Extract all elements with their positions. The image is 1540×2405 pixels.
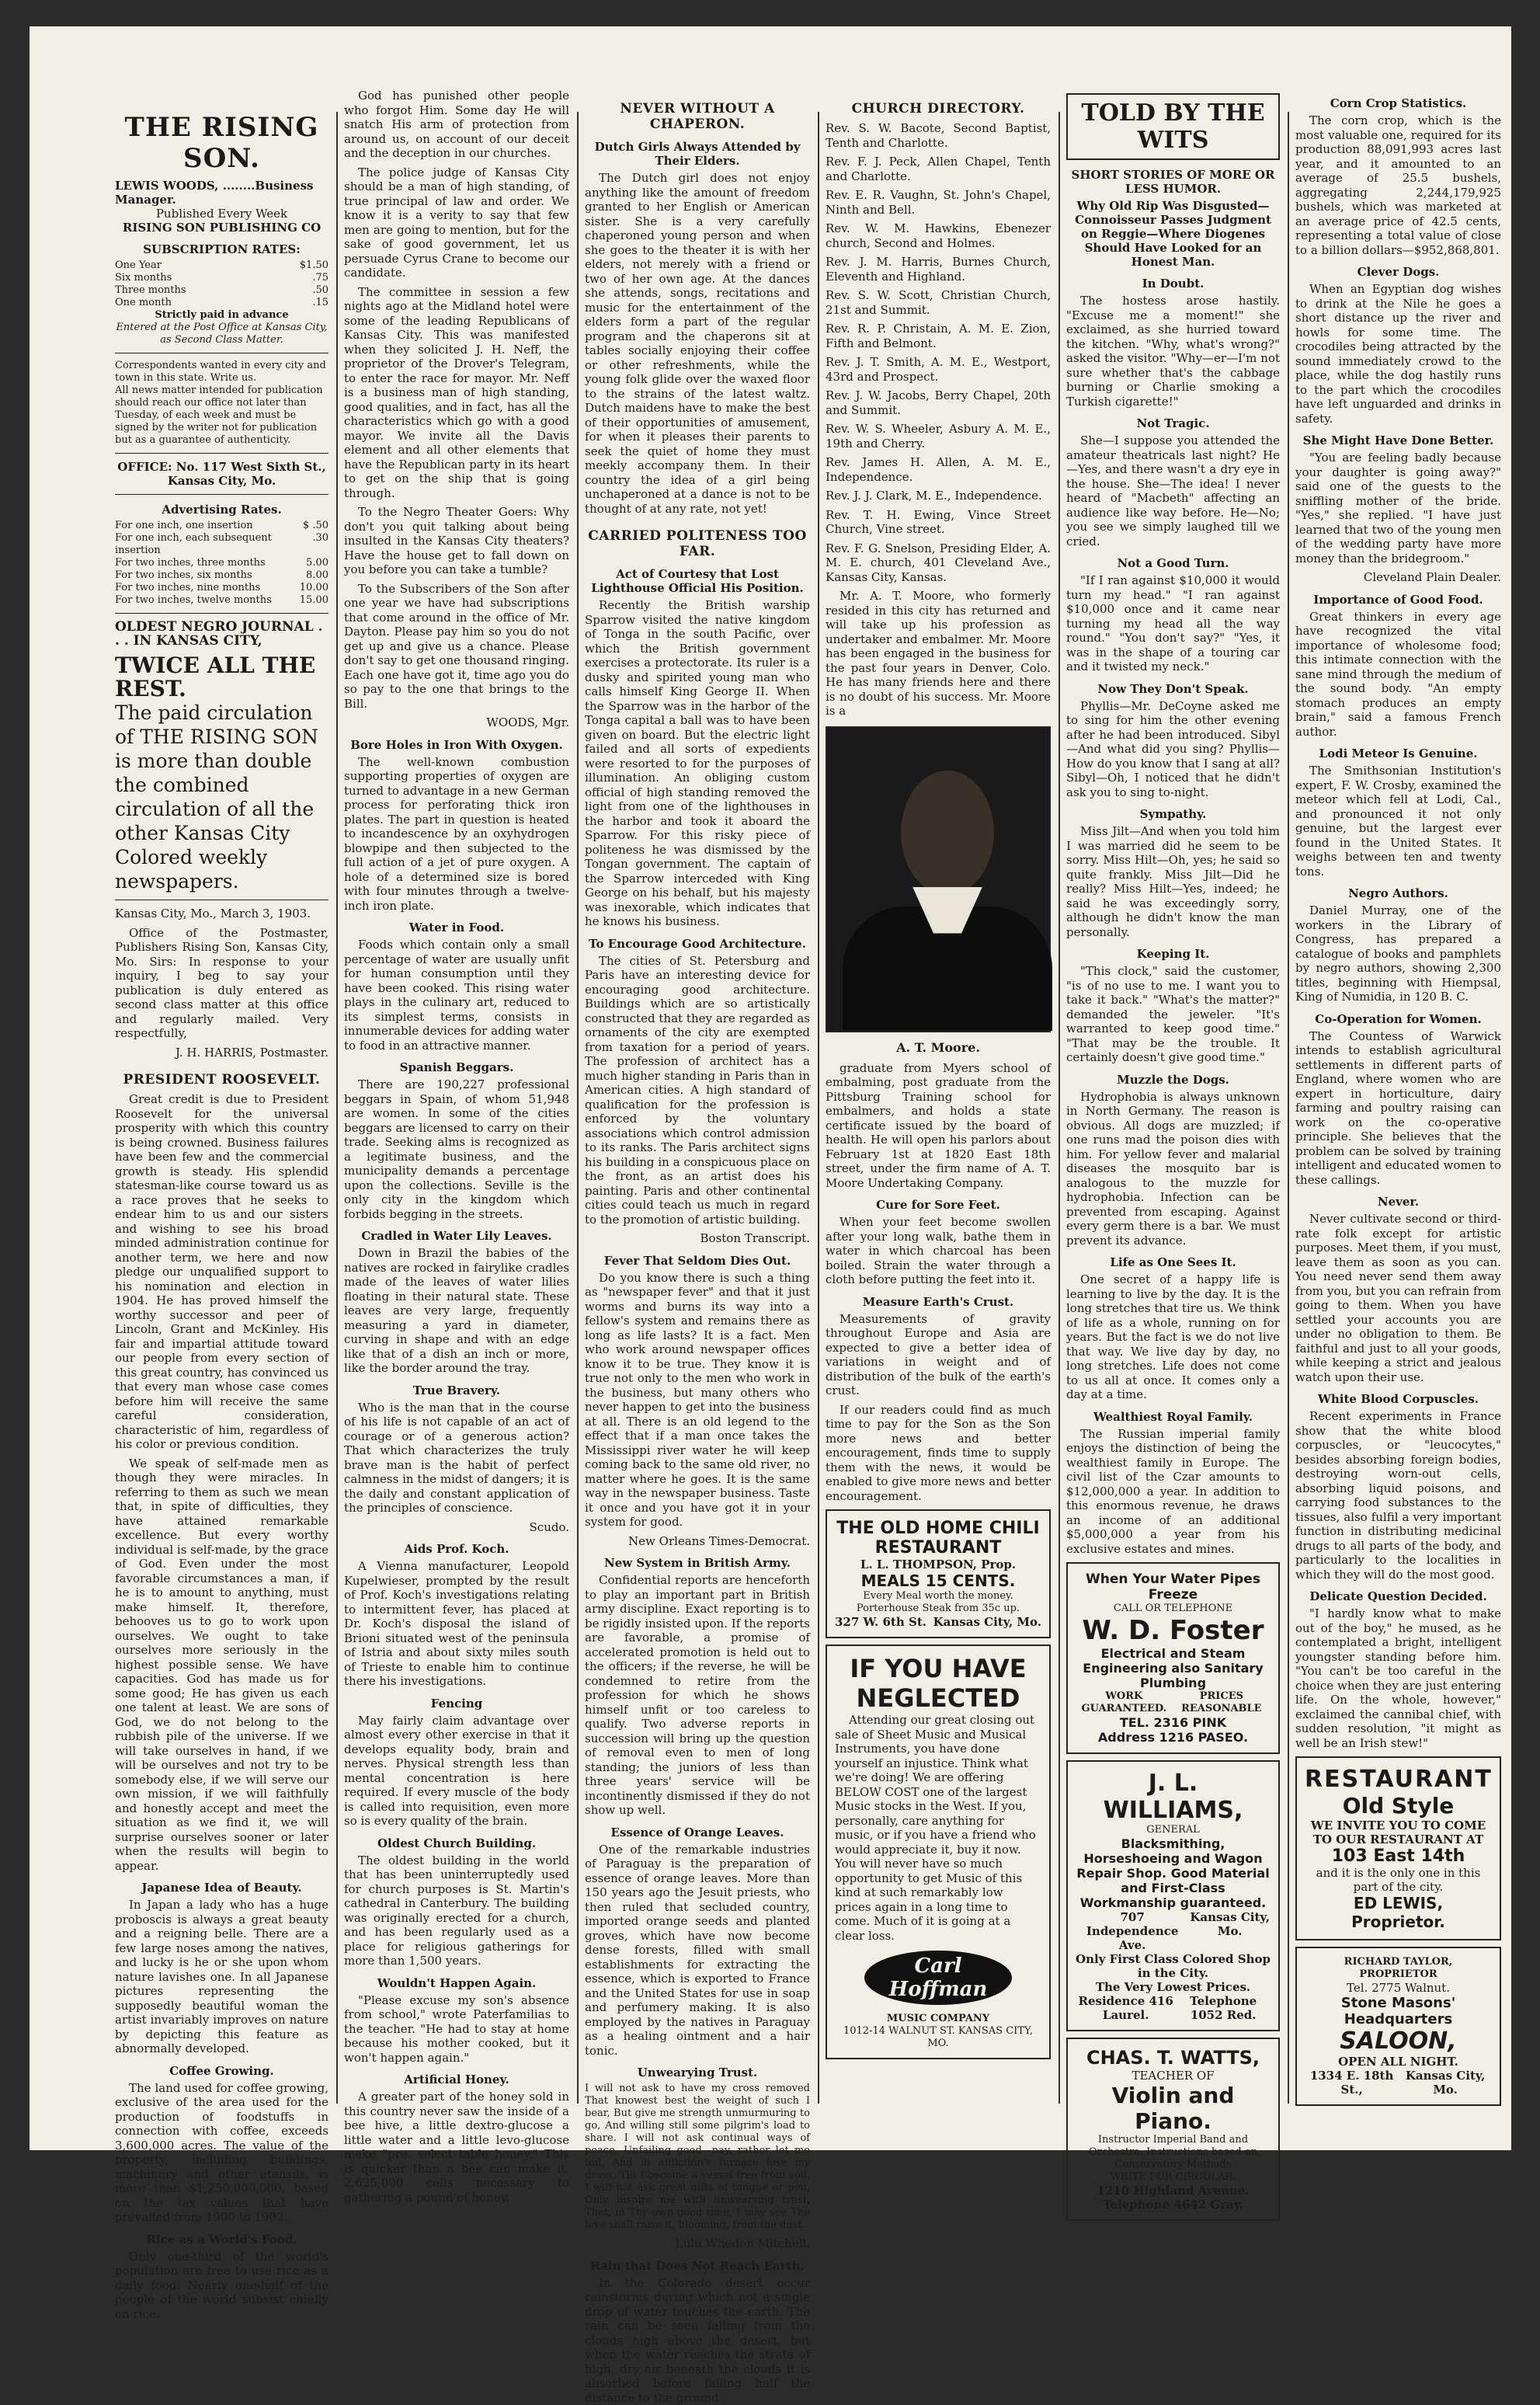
orange-text: One of the remarkable industries of Paraguay is the preparation of essence of orange leaves. More than 150 years ago the Jesuit priests, who then ruled that secluded country, imported orange seeds and planted groves, which have now become dense forests, filled with small establishments for extracting the essence, which is exported to France and the United States for use in soap and perfumery making. It is also employed by the natives in Paraguay as a healing ointment and a hair tonic. (585, 1843, 810, 2059)
news-notice: All news matter intended for publication should reach our office not later than Tuesday, of each week and must be signed by the writer not for publication but as a guarantee of authenticity. (115, 385, 329, 447)
dogs-title: Clever Dogs. (1295, 265, 1501, 279)
koch-title: Aids Prof. Koch. (344, 1542, 569, 1556)
hoffman-logo: Carl Hoffman (864, 1951, 1012, 2005)
royal-text: The Russian imperial family enjoys the distinction of being the wealthiest family in Europe. The civil list of the Czar amounts to $12,000,000 a year. In addition to this enormous revenue, he draws an income of an additional $5,000,000 a year from his exclusive estates and mines. (1066, 1427, 1280, 1557)
meteor-title: Lodi Meteor Is Genuine. (1295, 747, 1501, 760)
circulation-promo: The paid circulation of THE RISING SON is more than double the combined circulation of all the other Kansas City Colored weekly newspapers. (115, 701, 329, 893)
column-4 (826, 89, 1051, 2119)
honey-title: Artificial Honey. (344, 2073, 569, 2087)
rice-text: Only one-third of the world's population are free to use rice as a daily food. Nearly one-half of the people of the world subsist chiefly on rice. (115, 2250, 329, 2322)
column-rule (336, 112, 338, 2104)
rate-row: For one inch, each subsequent insertion .30 (115, 532, 329, 557)
chili-restaurant-ad: THE OLD HOME CHILI RESTAURANT L. L. THOMPSON, Prop. MEALS 15 CENTS. Every Meal worth the money. Porterhouse Steak from 35c up. 327 W. 6th St. Kansas City, Mo. (826, 1509, 1051, 1638)
joke-text: She—I suppose you attended the amateur theatricals last night? He—Yes, and there wasn't a dry eye in the house. She—The idea! I never heard of "Macbeth" affecting an audience like way before. He—No; you see we simply laughed till we cried. (1066, 433, 1280, 548)
sore-text: When your feet become swollen after your long walk, bathe them in water in which charcoal has been boiled. Strain the water through a cloth before putting the feet into it. (826, 1215, 1051, 1287)
blood-title: White Blood Corpuscles. (1295, 1392, 1501, 1406)
rate-row: For two inches, six months 8.00 (115, 569, 329, 582)
column-3 (585, 89, 810, 2119)
column-rule (818, 112, 819, 2104)
list-item: Rev. E. R. Vaughn, St. John's Chapel, Ninth and Bell. (826, 188, 1051, 217)
crust-title: Measure Earth's Crust. (826, 1295, 1051, 1309)
theater-text: To the Negro Theater Goers: Why don't you quit talking about being insulted in the Kansas City theaters? Have the house get to fall down on you before you can take a tumble? (344, 505, 569, 577)
column-rule (1288, 112, 1289, 2104)
williams-ad: J. L. WILLIAMS, GENERAL Blacksmithing, Horseshoeing and Wagon Repair Shop. Good Material and First-Class Workmanship guaranteed. 707 Independence Ave. Kansas City, Mo. Only First Class Colored Shop in the City. The Very Lowest Prices. Residence 416 Laurel. Telephone 1052 Red. (1066, 1760, 1280, 2031)
army-title: New System in British Army. (585, 1556, 810, 1570)
masthead-title: THE RISING SON. (115, 112, 329, 174)
subscribers-sign: WOODS, Mgr. (344, 715, 569, 730)
intro-text: God has punished other people who forgot Him. Some day He will snatch His arm of protection from around us, on account of our deceit and the deception in our churches. (344, 89, 569, 161)
chaperon-sub: Dutch Girls Always Attended by Their Elders. (585, 140, 810, 168)
bravery-sign: Scudo. (344, 1520, 569, 1535)
roosevelt-text: Great credit is due to President Roosevelt for the universal prosperity with which this country is being crowned. Business failures have been few and the commercial growth is steady. His splendid statesman-like course toward us as a race proves that he seeks to endear him to us and our sisters and wishing to see his broad minded administration continue for another term, we here and now pledge our unqualified support to his nomination and election in 1904. He has proved himself the worthy successor and peer of Lincoln, Grant and McKinley. His fair and impartial attitude toward our people from every section of this great country, has convinced us that every man whose case comes before him will receive the same careful consideration, characteristic of him, regardless of his color or previous condition. (115, 1092, 329, 1452)
entered-note: Entered at the Post Office at Kansas City, as Second Class Matter. (115, 322, 329, 346)
water-title: Water in Food. (344, 921, 569, 935)
beggars-text: There are 190,227 professional beggars in Spain, of whom 51,948 are women. In some of the cities beggars are licensed to carry on their trade. Seeking alms is recognized as a legitimate business, and the municipality demands a percentage upon the collections. Seville is the only city in the kingdom which forbids begging in the streets. (344, 1077, 569, 1221)
koch-text: A Vienna manufacturer, Leopold Kupelwieser, prompted by the result of Prof. Koch's investigations relating to intermittent fever, has placed at Dr. Koch's disposal the island of Brioni situated west of the peninsula of Istria and about sixty miles south of Trieste to enable him to continue there his investigations. (344, 1559, 569, 1689)
fencing-title: Fencing (344, 1697, 569, 1711)
authors-text: Daniel Murray, one of the workers in the Library of Congress, has prepared a catalogue of books and pamphlets by negro authors, showing 2,300 titles, beginning with Hiempsal, King of Numidia, in 120 B. C. (1295, 903, 1501, 1004)
foster-ad: When Your Water Pipes Freeze CALL OR TELEPHONE W. D. Foster Electrical and Steam Engineering also Sanitary Plumbing WORK GUARANTEED. PRICES REASONABLE TEL. 2316 PINK Address 1216 PASEO. (1066, 1562, 1280, 1754)
portrait-photo (826, 726, 1051, 1032)
rain-title: Rain that Does Not Reach Earth. (585, 2259, 810, 2273)
rate-row: For two inches, three months 5.00 (115, 557, 329, 569)
list-item: Rev. F. J. Peck, Allen Chapel, Tenth and Charlotte. (826, 155, 1051, 183)
trust-title: Unwearying Trust. (585, 2066, 810, 2080)
joke-title: Sympathy. (1066, 807, 1280, 821)
joke-title: Now They Don't Speak. (1066, 682, 1280, 696)
coffee-title: Coffee Growing. (115, 2064, 329, 2078)
blood-text: Recent experiments in France show that the white blood corpuscles, or "leucocytes," besides absorbing foreign bodies, destroying worn-out cells, absorbing liquid poisons, and carrying food substances to the tissues, also fulfil a very important function in distributing medicinal drugs to all parts of the body, and particularly to the localities in which they will do the most good. (1295, 1409, 1501, 1582)
list-item: Rev. S. W. Scott, Christian Church, 21st and Summit. (826, 288, 1051, 317)
cradled-text: Down in Brazil the babies of the natives are rocked in fairylike cradles made of the leaves of water lilies floating in their natural state. These leaves are very large, frequently measuring a yard in diameter, curving in shape and with an edge like that of a dish an inch or more, like the border around the tray. (344, 1246, 569, 1376)
police-text: The police judge of Kansas City should be a man of high standing, of true principal of law and order. We know it is a verity to say that few men are going to mention, but for the sake of good government, let us persuade Cyrus Crane to become our candidate. (344, 165, 569, 280)
delicate-text: "I hardly know what to make out of the boy," he mused, as he contemplated a bright, intelligent youngster standing before him. "You can't be too careful in the choice when they are just entering life. On the whole, however," exclaimed the cannibal chief, with sudden resolution, "it might as well be an Irish stew!" (1295, 1606, 1501, 1750)
restaurant-ad: RESTAURANT Old Style WE INVITE YOU TO COME TO OUR RESTAURANT AT 103 East 14th and it is the only one in this part of the city. ED LEWIS, Proprietor. (1295, 1756, 1501, 1940)
rate-row: One month .15 (115, 297, 329, 309)
readers-text: If our readers could find as much time to pay for the Son as the Son more news and better encouragement, finds time to supply them with the news, it would be enabled to give more news and better encouragement. (826, 1403, 1051, 1504)
list-item: Rev. J. J. Clark, M. E., Independence. (826, 489, 1051, 503)
architecture-title: To Encourage Good Architecture. (585, 937, 810, 951)
politeness-title: CARRIED POLITENESS TOO FAR. (585, 528, 810, 559)
joke-text: The hostess arose hastily. "Excuse me a moment!" she exclaimed, as she hurried toward the kitchen. "Why, what's wrong?" asked the visitor. "Why—er—I'm not sure whether that's the cabbage burning or Charlie smoking a Turkish cigarette!" (1066, 294, 1280, 409)
meteor-text: The Smithsonian Institution's expert, F. W. Crosby, examined the meteor which fell at Lodi, Cal., and pronounced it not only genuine, but the largest ever found in the United States. It weighs between ten and twenty tons. (1295, 764, 1501, 879)
sore-title: Cure for Sore Feet. (826, 1198, 1051, 1212)
moore-text-2: graduate from Myers school of embalming, post graduate from the Pittsburg Training school for embalmers, and holds a state certificate issued by the board of health. He will open his parlors about February 1st at 1820 East 18th street, under the firm name of A. T. Moore Undertaking Company. (826, 1061, 1051, 1191)
rate-row: For one inch, one insertion $ .50 (115, 520, 329, 532)
wits-sub: SHORT STORIES OF MORE OR LESS HUMOR. (1066, 168, 1280, 196)
coop-text: The Countess of Warwick intends to establish agricultural settlements in different parts of England, where women who are expert in horticulture, dairy farming and poultry raising can work on the co-operative principle. She believes that the problem can be solved by training intelligent and educated women to these callings. (1295, 1029, 1501, 1188)
food-title: Importance of Good Food. (1295, 593, 1501, 607)
bravery-title: True Bravery. (344, 1383, 569, 1397)
crust-text: Measurements of gravity throughout Europe and Asia are expected to give a better idea of variations in weight and of distribution of the bulk of the earth's crust. (826, 1312, 1051, 1398)
delicate-title: Delicate Question Decided. (1295, 1589, 1501, 1603)
column-rule (577, 112, 579, 2104)
joke-text: Miss Jilt—And when you told him I was married did he seem to be sorry. Miss Hilt—Oh, yes; he said so quite frankly. Miss Jilt—Did he really? Miss Hilt—Yes, indeed; he said he was exceedingly sorry, although he didn't know the man personally. (1066, 824, 1280, 939)
joke-title: Not a Good Turn. (1066, 556, 1280, 570)
corn-title: Corn Crop Statistics. (1295, 96, 1501, 110)
music-sale-ad: IF YOU HAVE NEGLECTED Attending our great closing out sale of Sheet Music and Musical Instruments, you have done yourself an injustice. Think what we're doing! We are offering BELOW COST one of the largest Music stocks in the West. If you, personally, care anything for music, or if you have a friend who would appreciate it, buy it now. You will never have so much opportunity to get Music of this kind at such remarkably low prices again in a long time to come. Much of it is going at a clear loss. Carl Hoffman MUSIC COMPANY 1012-14 WALNUT ST. KANSAS CITY, MO. (826, 1645, 1051, 2059)
list-item: Rev. W. S. Wheeler, Asbury A. M. E., 19th and Cherry. (826, 422, 1051, 451)
twice-all-rest: TWICE ALL THE REST. (115, 654, 329, 701)
architecture-sign: Boston Transcript. (585, 1231, 810, 1246)
list-item: Rev. James H. Allen, A. M. E., Independence. (826, 455, 1051, 484)
rate-row: For two inches, nine months 10.00 (115, 582, 329, 594)
honey-text: A greater part of the honey sold in this country never saw the inside of a bee hive, a little dextro-glucose a little water and a little levo-glucose make "pre. select table honey." This is quicker than a bee can make it. 2,625,000 cells necessary to gathering a pound of honey. (344, 2090, 569, 2205)
list-item: Rev. T. H. Ewing, Vince Street Church, Vine street. (826, 508, 1051, 537)
beggars-title: Spanish Beggars. (344, 1060, 569, 1074)
church-text: The oldest building in the world that has been uninterruptedly used for church purposes is St. Martin's cathedral in Canterbury. The building was originally erected for a church, and has been regularly used as a place for religious gatherings for more than 1,500 years. (344, 1853, 569, 1968)
better-title: She Might Have Done Better. (1295, 433, 1501, 447)
postmaster-date: Kansas City, Mo., March 3, 1903. (115, 907, 329, 921)
authors-title: Negro Authors. (1295, 886, 1501, 900)
committee-text: The committee in session a few nights ago at the Midland hotel were some of the leading Republicans of Kansas City. This was manifested when they solicited J. H. Neff, the proprietor of the Drover's Telegram, to enter the race for mayor. Mr. Neff is a business man of high standing, good qualities, and in fact, has all the characteristics which go with a good mayor. We invite all the Davis element and all other elements that have the Republican party in its heart to get on the ship that is going through. (344, 285, 569, 501)
advertising-header: Advertising Rates. (115, 503, 329, 517)
column-5 (1066, 89, 1280, 2119)
royal-title: Wealthiest Royal Family. (1066, 1410, 1280, 1424)
moore-text: Mr. A. T. Moore, who formerly resided in this city has returned and will take up his profession as undertaker and embalmer. Mr. Moore has been engaged in the business for the past four years in Denver, Colo. He has many friends here and there is no doubt of his success. Mr. Moore is a (826, 589, 1051, 719)
advertising-rates (115, 520, 329, 607)
life-title: Life as One Sees It. (1066, 1255, 1280, 1269)
fever-sign: New Orleans Times-Democrat. (585, 1534, 810, 1549)
directory-title: CHURCH DIRECTORY. (826, 101, 1051, 117)
army-text: Confidential reports are henceforth to play an important part in British army discipline. Exact reporting is to be rigidly insisted upon. If the reports are favorable, a promise of accelerated promotion is held out to the officers; if the reverse, he will be condemned to retire from the profession for which he shows himself unfit or too careless to qualify. Two adverse reports in succession will bring up the question of removal even to men of long standing; the juniors of less than three years' service will be incontinently dismissed if they do not show up well. (585, 1573, 810, 1818)
japanese-text: In Japan a lady who has a huge proboscis is always a great beauty and a reigning belle. There are a few large noses among the natives, and lucky is he or she upon whom nature lavishes one. In all Japanese pictures representing the supposedly beautiful woman the artist invariably improves on nature by depicting this feature as abnormally developed. (115, 1898, 329, 2056)
muzzle-title: Muzzle the Dogs. (1066, 1073, 1280, 1087)
japanese-title: Japanese Idea of Beauty. (115, 1881, 329, 1895)
publisher: RISING SON PUBLISHING CO (115, 221, 329, 235)
joke-title: Keeping It. (1066, 947, 1280, 961)
trust-poem: I will not ask to have my cross removed That knowest best the weight of such I bear, But give me strength unmurmuring to go, And willing still some pilgrim's load to share. I will not ask continual ways of peace, Unfailing good—nay, rather let me toil, And in affliction's furnace lose my dross, Till I become a vessel free from soil. I will not ask great gifts of tongue or pen, Only inspire me with unwearying trust, That, in Thy own good time, I may see The love shall raise it, blooming, from the dust. (585, 2083, 810, 2232)
office-address: OFFICE: No. 117 West Sixth St., Kansas City, Mo. (115, 460, 329, 488)
subscribers-text: To the Subscribers of the Son after one year we have had subscriptions that come around in the office of Mr. Dayton. Please pay him so you do not get up and give us a chance. Please don't say to get one thousand ringing. Each one have got it, time ago you do so pay to the one that brings to the Bill. (344, 582, 569, 712)
coop-title: Co-Operation for Women. (1295, 1012, 1501, 1026)
column-1 (115, 89, 329, 2119)
church-title: Oldest Church Building. (344, 1836, 569, 1850)
published-weekly: Published Every Week (115, 207, 329, 221)
column-rule (1059, 112, 1060, 2104)
rain-text: In the Colorado desert occur rainstorms during which not a single drop of water touches the earth. The rain can be seen falling from the clouds high above the desert, but when the water reaches the strata of high, dry air beneath the clouds it is absorbed before falling half the distance to the ground. (585, 2276, 810, 2405)
architecture-text: The cities of St. Petersburg and Paris have an interesting device for encouraging good architecture. Buildings which are so artistically constructed that they are regarded as ornaments of the city are exempted from taxation for a period of years. The profession of architect has a much higher standing in Paris than in American cities. A high standard of qualification for the profession is enforced by the voluntary associations which control admission to its ranks. The Paris architect signs his building in a conspicuous place on the front, as an artist does his painting. Paris and other continental cities could teach us much in regard to the promotion of artistic building. (585, 954, 810, 1227)
advance-note: Strictly paid in advance (115, 309, 329, 322)
subscription-rates (115, 259, 329, 309)
joke-title: In Doubt. (1066, 277, 1280, 291)
photo-caption: A. T. Moore. (826, 1040, 1051, 1055)
life-text: One secret of a happy life is learning to live by the day. It is the long stretches that tire us. We think of life as a whole, running on for years. But the fact is we do not live that way. We live day by day, no long stretches. Life does not come to us all at once. It comes only a day at a time. (1066, 1272, 1280, 1402)
never-text: Never cultivate second or third-rate folk except for artistic purposes. Meet them, if you must, leave them as soon as you can. You need never send them away from you, but you can refrain from going to them. When you have settled your accounts you are under no obligation to them. Be faithful and just to all your goods, while keeping a strict and jealous watch upon their use. (1295, 1212, 1501, 1384)
rate-row: Six months .75 (115, 272, 329, 284)
list-item: Rev. J. W. Jacobs, Berry Chapel, 20th and Summit. (826, 388, 1051, 417)
muzzle-text: Hydrophobia is always unknown in North Germany. The reason is obvious. All dogs are muzzled; if one runs mad the poison dies with him. For yellow fever and malarial diseases the mosquito bar is analogous to the muzzle for hydrophobia. Infection can be prevented from escaping. Against every germ there is a bar. We must prevent its advance. (1066, 1090, 1280, 1248)
joke-title: Not Tragic. (1066, 416, 1280, 430)
postmaster-sign: J. H. HARRIS, Postmaster. (115, 1046, 329, 1060)
never-title: Never. (1295, 1195, 1501, 1209)
oldest-journal: OLDEST NEGRO JOURNAL . . . IN KANSAS CITY, (115, 620, 329, 648)
politeness-sub: Act of Courtesy that Lost Lighthouse Official His Position. (585, 567, 810, 595)
chaperon-text: The Dutch girl does not enjoy anything like the amount of freedom granted to her English or American sister. She is a very carefully chaperoned young person and when she goes to the theater it is with her elders, not merely with a friend or two of her own age. At the dances she attends, songs, recitations and music for the entertainment of the elders form a part of the regular program and the chaperons sit at tables socially enjoying their coffee or other refreshments, while the young folk glide over the waxed floor to the strains of the latest waltz. Dutch maidens have to make the best of their opportunities of amusement, for when it pleases their parents to seek the quiet of home they must meekly accompany them. In their country the idea of a girl being unchaperoned at a dance is not to be thought of at any rate, not yet! (585, 171, 810, 516)
food-text: Great thinkers in every age have recognized the vital importance of wholesome food; this intimate connection with the sane mind through the medium of the sound body. "An empty stomach produces an empty brain," said a famous French author. (1295, 610, 1501, 740)
trust-sign: Lulu Whedon Mitchell. (585, 2236, 810, 2251)
column-2 (344, 89, 569, 2119)
coffee-text: The land used for coffee growing, exclusive of the area used for the production of foodstuffs in connection with coffee, exceeds 3,600,000 acres. The value of the property, including buildings, machinery and other utensils, is more than $1,250,000,000, based on the tax values that have prevailed from 1900 to 1902. (115, 2081, 329, 2225)
fencing-text: May fairly claim advantage over almost every other exercise in that it develops equality body, brain and nerves. Physical strength less than mental concentration is here required. If every muscle of the body is called into requisition, even more so is every quality of the brain. (344, 1714, 569, 1829)
bravery-text: Who is the man that in the course of his life is not capable of an act of courage or of a generous action? That which characterizes the truly brave man is the habit of perfect calmness in the midst of dangers; it is the daily and constant application of the principles of conscience. (344, 1401, 569, 1516)
church-directory (826, 121, 1051, 584)
list-item: Rev. F. G. Snelson, Presiding Elder, A. M. E. church, 401 Cleveland Ave., Kansas City, Kansas. (826, 541, 1051, 585)
rice-title: Rice as a World's Food. (115, 2233, 329, 2247)
selfmade-text: We speak of self-made men as though they were miracles. In referring to them as such we mean that, in spite of difficulties, they have attained remarkable excellence. But every worthy individual is self-made, by the grace of God. Even under the most favorable circumstances a man, if he is to amount to anything, must make himself. It, therefore, behooves us to go to work upon ourselves. We ought to take ourselves more seriously in the highest possible sense. We have capacities. God has made us for some good; He has given us each one talent at least. We are sons of God, we do not belong to the rubbish pile of the universe. If we will take ourselves in hand, if we will be ourselves and not try to be somebody else, if we will serve our own mission, if we will faithfully and honestly accept and meet the situation as we find it, we will surprise ourselves sooner or later when the results will begin to appear. (115, 1457, 329, 1874)
list-item: Rev. R. P. Christain, A. M. E. Zion, Fifth and Belmont. (826, 322, 1051, 350)
wits-deck: Why Old Rip Was Disgusted—Connoisseur Passes Judgment on Reggie—Where Diogenes Should Have Looked for an Honest Man. (1066, 199, 1280, 269)
joke-text: "This clock," said the customer, "is of no use to me. I want you to take it back." "What's the matter?" demanded the jeweler. "It's warranted to keep good time." "That may be the trouble. It certainly doesn't give good time." (1066, 964, 1280, 1065)
cradled-title: Cradled in Water Lily Leaves. (344, 1229, 569, 1243)
business-manager: LEWIS WOODS, ........Business Manager. (115, 179, 329, 207)
water-text: Foods which contain only a small percentage of water are usually unfit for human consumption until they have been cooked. This rising water plays in the culinary art, reduced to its simplest terms, consists in innumerable devices for adding water to food in an attractive manner. (344, 938, 569, 1053)
again-title: Wouldn't Happen Again. (344, 1976, 569, 1990)
better-text: "You are feeling badly because your daughter is going away?" said one of the guests to the sniffling mother of the bride. "Yes," she replied. "I have just learned that two of the young men of the wedding party have more money than the bridegroom." (1295, 451, 1501, 566)
list-item: Rev. S. W. Bacote, Second Baptist, Tenth and Charlotte. (826, 121, 1051, 150)
politeness-text: Recently the British warship Sparrow visited the native kingdom of Tonga in the south Pacific, over which the British government exercises a protectorate. Its ruler is a dusky and spirited young man who calls himself King George II. When the Sparrow was in the harbor of the Tonga capital a ball was to have been given on board. But the electric light failed and all sorts of expedients were resorted to for the purposes of illumination. An obliging custom official of high standing removed the light from one of the lighthouses in the harbor and took it aboard the Sparrow. For this risky piece of politeness he was dismissed by the Tongan government. The captain of the Sparrow interceded with King George on his behalf, but his majesty was inexorable, which indicates that he knows his business. (585, 598, 810, 929)
list-item: Rev. J. M. Harris, Burnes Church, Eleventh and Highland. (826, 255, 1051, 284)
joke-text: Phyllis—Mr. DeCoyne asked me to sing for him the other evening after he had been introduced. Sibyl—And what did you sing? Phyllis—How do you know that I sang at all? Sibyl—Oh, I noticed that he didn't ask you to sing to-night. (1066, 699, 1280, 800)
fever-text: Do you know there is such a thing as "newspaper fever" and that it just worms and burns its way into a fellow's system and remains there as long as life lasts? It is a fact. Men who work around newspaper offices know it to be true. They know it is true not only to the men who work in the business, but many others who never happen to get into the business at all. There is an old legend to the effect that if a man once takes the Mississippi river water he will keep coming back to the same old river, no matter where he goes. It is the same way in the newspaper business. Taste it once and you have got it in your system for good. (585, 1271, 810, 1530)
orange-title: Essence of Orange Leaves. (585, 1826, 810, 1839)
saloon-ad: RICHARD TAYLOR, PROPRIETOR Tel. 2775 Walnut. Stone Masons' Headquarters SALOON, OPEN ALL NIGHT. 1334 E. 18th St., Kansas City, Mo. (1295, 1947, 1501, 2106)
wits-title: TOLD BY THE WITS (1072, 99, 1274, 154)
chaperon-title: NEVER WITHOUT A CHAPERON. (585, 101, 810, 132)
corn-text: The corn crop, which is the most valuable one, required for its production 88,091,993 acres last year, and it amounted to an average of 25.5 bushels, aggregating 2,244,179,925 bushels, which was marketed at an average price of 42.5 cents, representing a total value of close to a billion dollars—$952,868,801. (1295, 113, 1501, 257)
watts-ad: CHAS. T. WATTS, TEACHER OF Violin and Piano. Instructor Imperial Band and Orchestra. Instructions based on Conservatory Methods WRITE FOR CIRCULAR. 1210 Highland Avenue. Telephone 4642 Gray. (1066, 2038, 1280, 2221)
column-6 (1295, 89, 1501, 2119)
correspondents-note: Correspondents wanted in every city and town in this state. Write us. (115, 360, 329, 385)
roosevelt-title: PRESIDENT ROOSEVELT. (115, 1072, 329, 1088)
better-sign: Cleveland Plain Dealer. (1295, 570, 1501, 585)
subscription-header: SUBSCRIPTION RATES: (115, 242, 329, 256)
fever-title: Fever That Seldom Dies Out. (585, 1254, 810, 1268)
list-item: Rev. W. M. Hawkins, Ebenezer church, Second and Holmes. (826, 221, 1051, 250)
iron-text: The well-known combustion supporting properties of oxygen are turned to advantage in a new German process for perforating thick iron plates. The part in question is heated to incandescence by an oxyhydrogen blowpipe and then subjected to the full action of a jet of pure oxygen. A hole of a determined size is bored with four minutes through a twelve-inch iron plate. (344, 755, 569, 914)
postmaster-letter: Office of the Postmaster, Publishers Rising Son, Kansas City, Mo. Sirs: In response to your inquiry, I beg to say your publication is duly entered as second class matter at this office and regularly mailed. Very respectfully, (115, 926, 329, 1041)
iron-title: Bore Holes in Iron With Oxygen. (344, 738, 569, 752)
again-text: "Please excuse my son's absence from school," wrote Paterfamilias to the teacher. "He had to stay at home because his mother cooked, but it won't happen again." (344, 1993, 569, 2066)
joke-text: "If I ran against $10,000 it would turn my head." "I ran against $10,000 once and it came near turning my head all the way round." "You don't say?" "Yes, it was in the shape of a touring car and it twisted my neck." (1066, 573, 1280, 674)
dogs-text: When an Egyptian dog wishes to drink at the Nile he goes a short distance up the river and howls for some time. The crocodiles being attracted by the sound immediately crowd to the place, while the dog hastily runs to the part which the crocodiles have left unguarded and drinks in safety. (1295, 282, 1501, 426)
list-item: Rev. J. T. Smith, A. M. E., Westport, 43rd and Prospect. (826, 355, 1051, 384)
rate-row: Three months .50 (115, 284, 329, 297)
rate-row: One Year $1.50 (115, 259, 329, 272)
rate-row: For two inches, twelve months 15.00 (115, 594, 329, 607)
newspaper-page (30, 26, 1511, 2150)
